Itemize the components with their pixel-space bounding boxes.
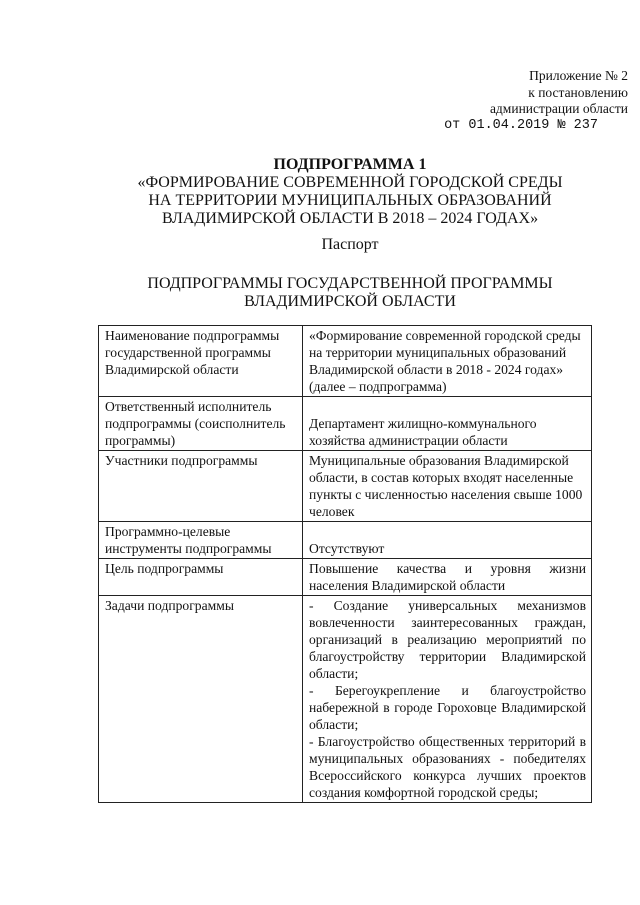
row-label: Программно-целевые инструменты подпрограммы [99,522,303,559]
appendix-date-number: от 01.04.2019 № 237 [444,117,598,133]
row-label: Участники подпрограммы [99,451,303,522]
appendix-line: Приложение № 2 [529,68,628,83]
title-line: ПОДПРОГРАММА 1 [273,156,427,173]
task-item: - Берегоукрепление и благоустройство набережной в городе Гороховце Владимирской области; [309,683,586,732]
row-value: Отсутствуют [303,522,592,559]
task-item: - Создание универсальных механизмов вовлеченности заинтересованных граждан, организаций в реализацию мероприятий по благоустройству территории Владимирской области; [309,598,586,681]
passport-heading: Паспорт [321,236,379,253]
row-value: Департамент жилищно-коммунального хозяйства администрации области [303,397,592,451]
passport-table [98,325,592,803]
appendix-line: администрации области [489,101,628,116]
row-value: Муниципальные образования Владимирской области, в состав которых входят населенные пункты с численностью населения свыше 1000 человек [303,451,592,522]
row-label: Цель подпрограммы [99,559,303,596]
subtitle-line: ПОДПРОГРАММЫ ГОСУДАРСТВЕННОЙ ПРОГРАММЫ [147,275,553,292]
title-line: ВЛАДИМИРСКОЙ ОБЛАСТИ В 2018 – 2024 ГОДАХ» [161,210,539,227]
row-value-tasks [303,596,592,803]
row-label: Ответственный исполнитель подпрограммы (соисполнитель программы) [99,397,303,451]
row-label: Наименование подпрограммы государственной программы Владимирской области [99,326,303,397]
table-row [99,596,592,803]
appendix-header [328,68,628,134]
subtitle-line: ВЛАДИМИРСКОЙ ОБЛАСТИ [244,293,456,310]
table-row [99,559,592,596]
table-row [99,397,592,451]
table-row [99,451,592,522]
title-line: «ФОРМИРОВАНИЕ СОВРЕМЕННОЙ ГОРОДСКОЙ СРЕДЫ [137,174,563,191]
task-item: - Благоустройство общественных территорий в муниципальных образованиях - победителях Всероссийского конкурса лучших проектов создания комфортной городской среды; [309,734,586,800]
document-title [100,156,600,228]
row-label: Задачи подпрограммы [99,596,303,803]
row-value: Повышение качества и уровня жизни населения Владимирской области [303,559,592,596]
table-row [99,522,592,559]
row-value: «Формирование современной городской среды на территории муниципальных образований Владимирской области в 2018 - 2024 годах» (далее – подпрограмма) [303,326,592,397]
title-line: НА ТЕРРИТОРИИ МУНИЦИПАЛЬНЫХ ОБРАЗОВАНИЙ [148,192,552,209]
document-subtitle [90,275,610,311]
table-row [99,326,592,397]
appendix-line: к постановлению [528,84,628,100]
